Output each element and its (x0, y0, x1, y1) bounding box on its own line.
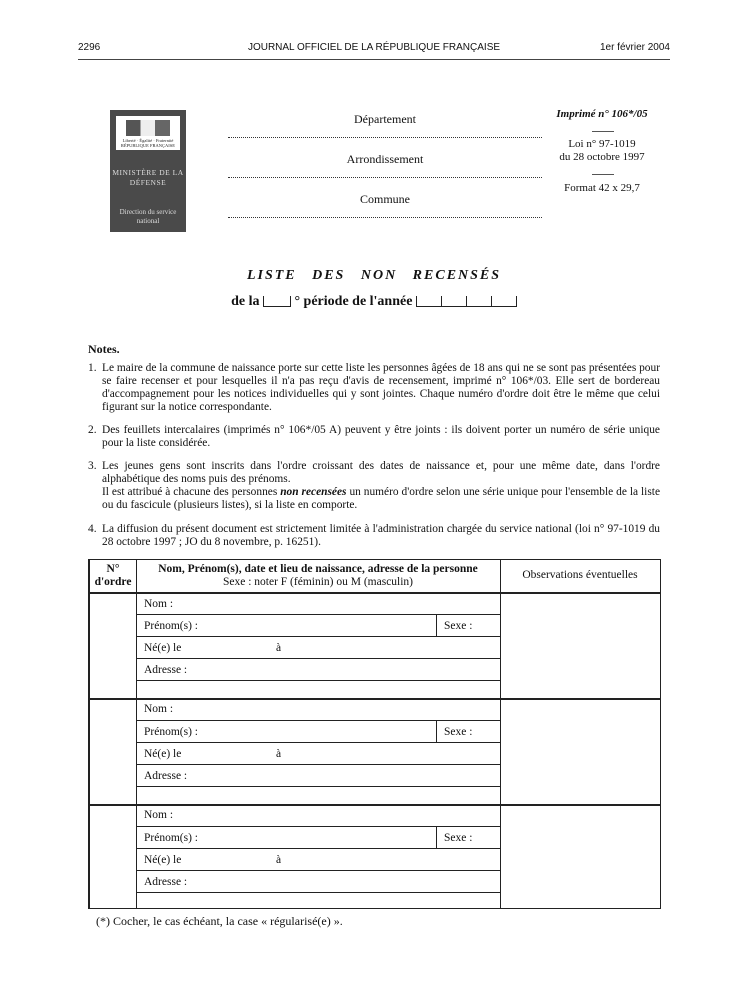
ministry-name: MINISTÈRE DE LA DÉFENSE (112, 168, 184, 187)
note-3: 3. Les jeunes gens sont inscrits dans l'ordre croissant des dates de naissance et, pour une même date, dans l'ordre alphabétique des noms puis des prénoms. Il est attribué à chacune des personnes non recensées un numéro d'ordre selon une série unique pour l'ensemble de la liste ou du fascicule (plusieurs listes), si la liste en comporte. (88, 460, 660, 511)
period-number-field[interactable] (263, 296, 291, 307)
sexe-label: Sexe : (444, 726, 473, 738)
sexe-label: Sexe : (444, 620, 473, 632)
year-digit-2-field[interactable] (441, 296, 466, 307)
departement-label: Département (354, 112, 416, 126)
year-digit-3-field[interactable] (466, 296, 491, 307)
year-digit-4-field[interactable] (491, 296, 517, 307)
address-label: Adresse : (144, 876, 188, 888)
notes-heading: Notes. (88, 342, 120, 356)
birth-date-label: Né(e) le (144, 748, 182, 760)
col-header-observations: Observations éventuelles (522, 569, 638, 581)
nom-label: Nom : (144, 598, 174, 610)
address-label: Adresse : (144, 664, 188, 676)
document-title: LISTE DES NON RECENSÉS (246, 268, 502, 283)
note-4: 4. La diffusion du présent document est strictement limitée à l'administration chargée du service national (loi n° 97-1019 du 28 octobre 1997 ; JO du 8 novembre, p. 16251). (88, 523, 660, 548)
note-1: 1. Le maire de la commune de naissance porte sur cette liste les personnes âgées de 18 ans qui ne se sont pas présentées pour se faire recenser et pour lesquelles il n'a pas reçu d'avis de recensement, imprimé n° 106*/03. Elle sert de bordereau d'accompagnement pour les notices individuelles qui y sont jointes. Chaque numéro d'ordre doit être le même que celui figurant sur la notice correspondante. (88, 362, 660, 413)
form-number: Imprimé n° 106*/05 (556, 108, 648, 120)
marianne-logo-icon: Liberté · Égalité · Fraternité RÉPUBLIQUE FRANÇAISE (116, 116, 180, 150)
year-digit-1-field[interactable] (416, 296, 441, 307)
non-recensed-table (88, 559, 661, 909)
footnote: (*) Cocher, le cas échéant, la case « régularisé(e) ». (96, 914, 343, 928)
commune-label: Commune (360, 192, 410, 206)
birth-place-label: à (276, 748, 282, 760)
law-reference: Loi n° 97-1019 (568, 138, 636, 150)
commune-field[interactable] (228, 217, 542, 218)
birth-place-label: à (276, 854, 282, 866)
header-rule (78, 59, 670, 60)
prenom-label: Prénom(s) : (144, 620, 198, 632)
format-size: Format 42 x 29,7 (564, 182, 640, 194)
arrondissement-label: Arrondissement (346, 152, 424, 166)
birth-place-label: à (276, 642, 282, 654)
sexe-label: Sexe : (444, 832, 473, 844)
col-header-order-number: N° d'ordre (94, 563, 132, 588)
prenom-label: Prénom(s) : (144, 832, 198, 844)
ministry-logo (110, 110, 186, 232)
col-header-person: Nom, Prénom(s), date et lieu de naissance, adresse de la personne Sexe : noter F (féminin) ou M (masculin) (158, 563, 478, 588)
nom-label: Nom : (144, 809, 174, 821)
prenom-label: Prénom(s) : (144, 726, 198, 738)
running-header (78, 42, 670, 56)
nom-label: Nom : (144, 703, 174, 715)
birth-date-label: Né(e) le (144, 642, 182, 654)
note-2: 2. Des feuillets intercalaires (imprimés n° 106*/05 A) peuvent y être joints : ils doivent porter un numéro de série unique pour la liste considérée. (88, 424, 660, 449)
journal-title: JOURNAL OFFICIEL DE LA RÉPUBLIQUE FRANÇAISE (247, 42, 501, 53)
birth-date-label: Né(e) le (144, 854, 182, 866)
period-line: de la ° période de l'année (0, 294, 748, 310)
issue-date: 1er février 2004 (599, 42, 670, 53)
departement-field[interactable] (228, 137, 542, 138)
address-label: Adresse : (144, 770, 188, 782)
law-date: du 28 octobre 1997 (559, 151, 645, 163)
arrondissement-field[interactable] (228, 177, 542, 178)
direction-name: Direction du service national (119, 208, 177, 225)
page-number: 2296 (78, 42, 101, 53)
